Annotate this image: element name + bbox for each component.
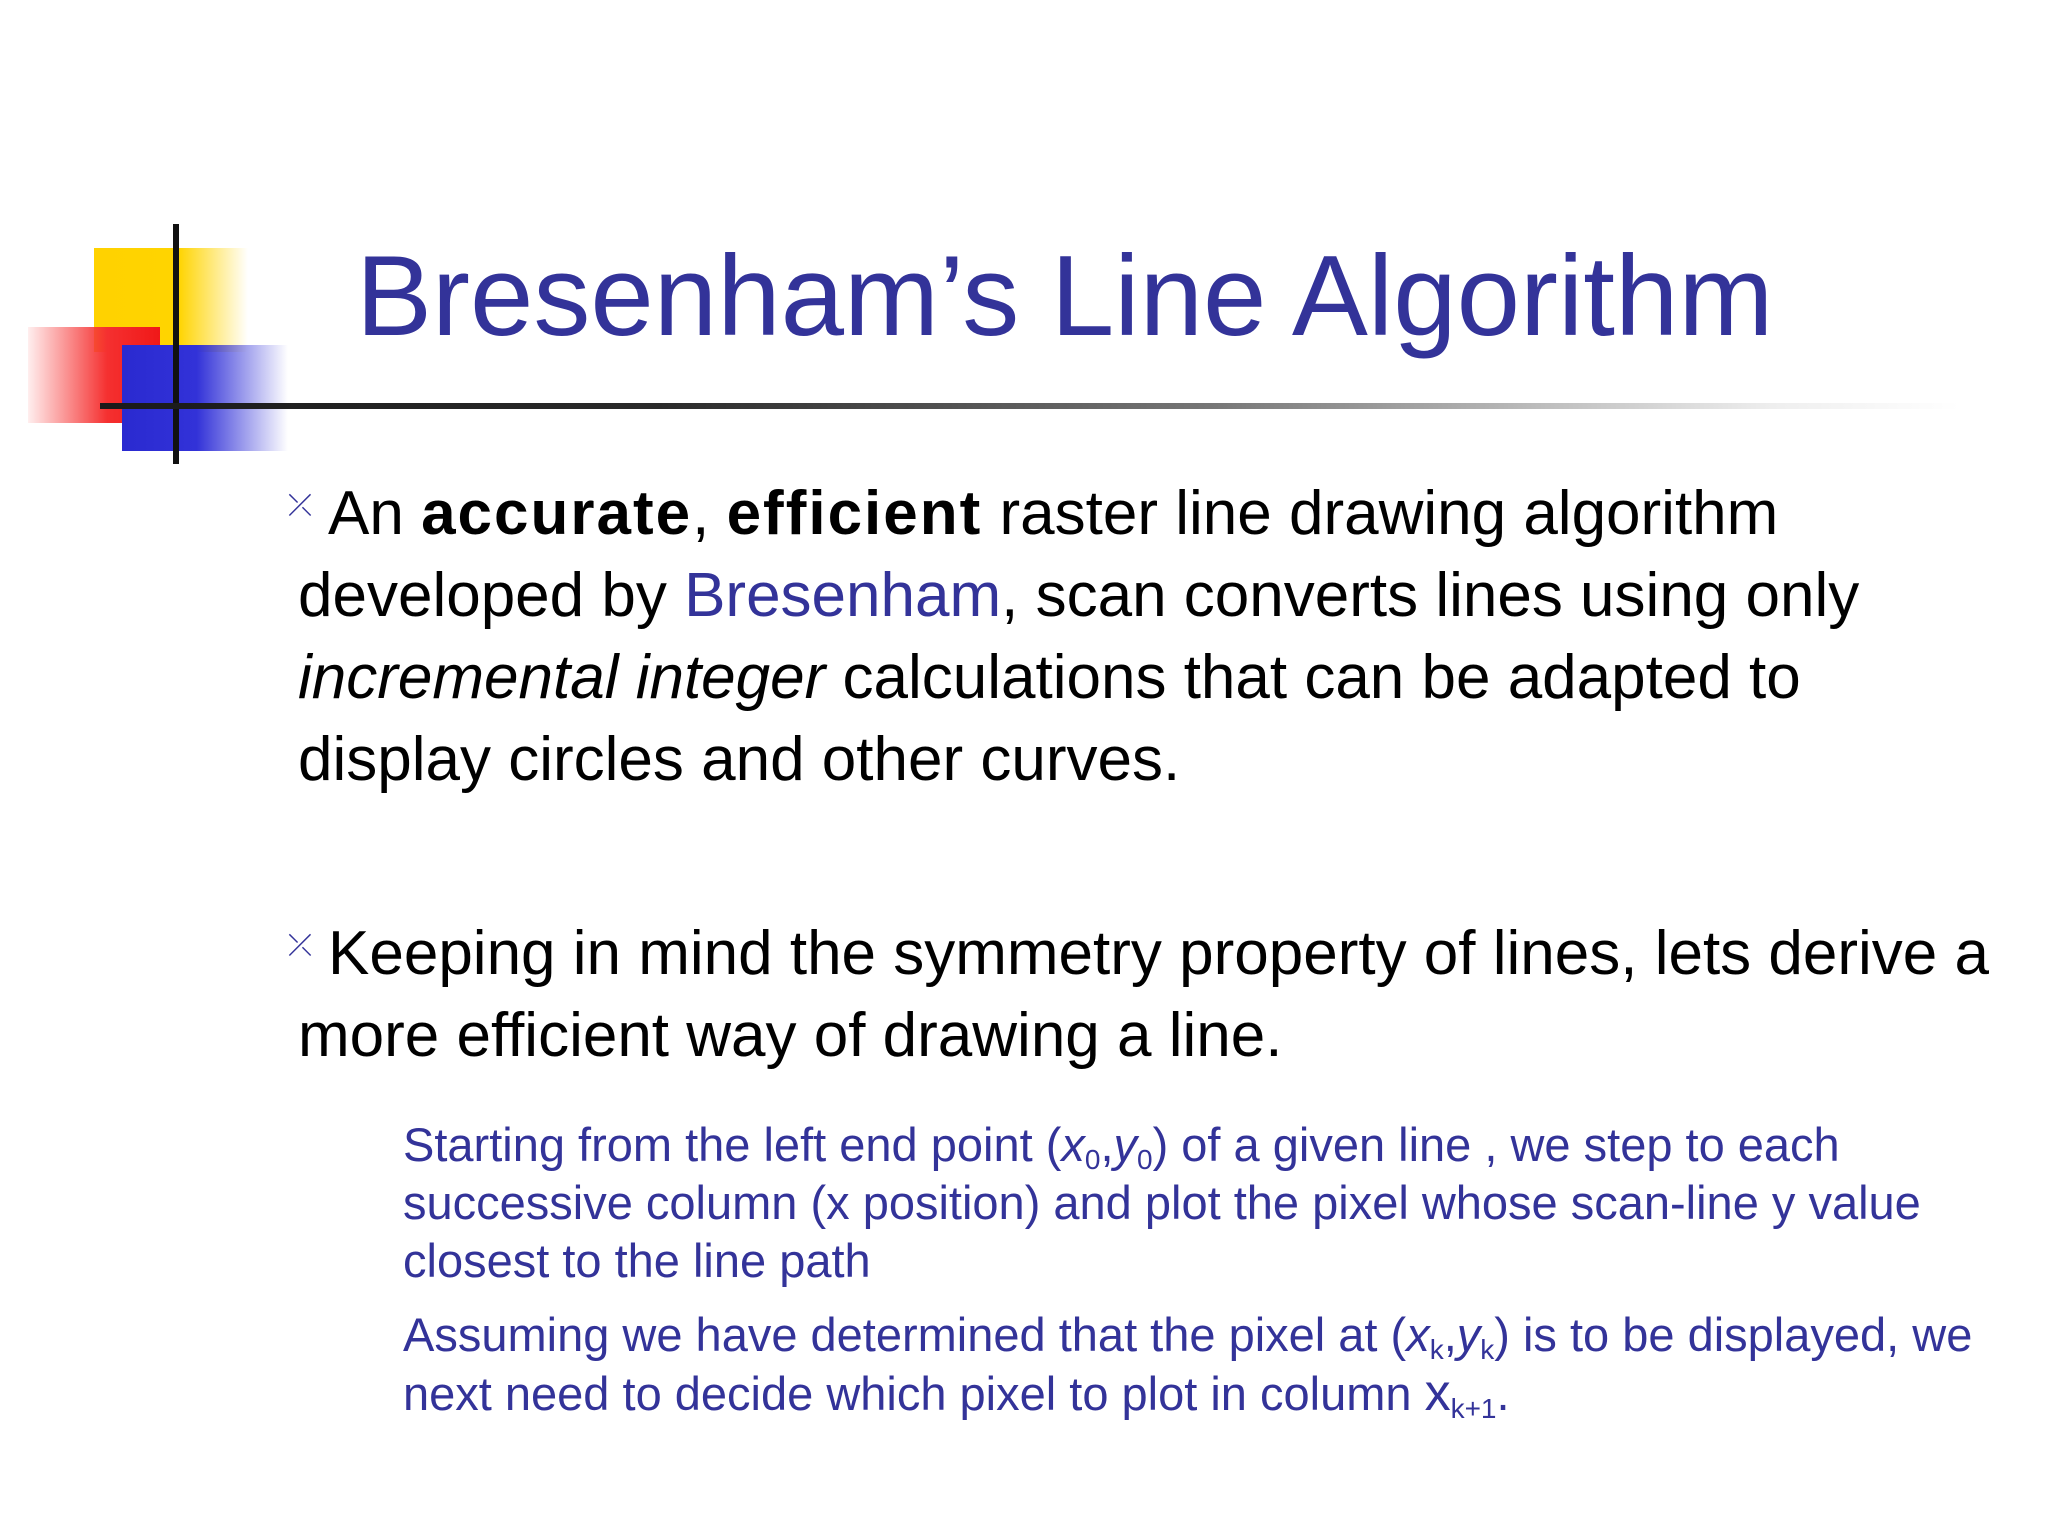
bold-efficient: efficient xyxy=(726,479,983,548)
bullet-icon: ⤫ xyxy=(288,928,312,963)
sub-item-1 xyxy=(403,1116,2003,1290)
sub-2-y: y xyxy=(1456,1308,1481,1361)
sub-1-x-subscript: 0 xyxy=(1084,1144,1101,1175)
sub-2-comma: , xyxy=(1443,1308,1457,1361)
sub-2-x: x xyxy=(1406,1308,1430,1361)
sub-item-2 xyxy=(403,1306,2003,1423)
sub-2-text-2: ) is to be displayed, we next need to decide which pixel to plot in column xyxy=(403,1308,1973,1420)
title-underline xyxy=(100,403,1960,409)
bresenham-name: Bresenham xyxy=(684,561,1002,630)
sub-2-x-subscript: k xyxy=(1429,1334,1444,1365)
blue-square xyxy=(122,345,288,451)
bold-accurate: accurate xyxy=(421,479,693,548)
sub-1-text-1: Starting from the left end point ( xyxy=(403,1118,1062,1171)
bullet-item-1 xyxy=(288,473,1998,801)
sub-1-x: x xyxy=(1061,1118,1085,1171)
bullet-1-text-1: raster line drawing algorithm developed by xyxy=(298,479,1779,630)
sub-2-y-subscript: k xyxy=(1480,1334,1495,1365)
bullet-1-text-3: calculations that can be adapted to display circles and other curves. xyxy=(298,643,1801,794)
bullet-icon: ⤫ xyxy=(288,488,312,523)
sub-1-y: y xyxy=(1113,1118,1137,1171)
bullet-1-lead: An xyxy=(328,479,422,548)
sub-2-x2: x xyxy=(1424,1364,1451,1422)
sub-1-comma: , xyxy=(1100,1118,1114,1171)
vertical-rule xyxy=(173,224,179,464)
bullet-1-sep: , xyxy=(692,479,727,548)
slide-title: Bresenham’s Line Algorithm xyxy=(356,233,1774,360)
bullet-2-text: Keeping in mind the symmetry property of lines, lets derive a more efficient way of drawing a line. xyxy=(298,919,1989,1070)
sub-1-y-subscript: 0 xyxy=(1137,1144,1153,1175)
sub-1-text-2: ) of a given line , we step to each successive column (x position) and plot the pixel whose scan-line y value closest to the line path xyxy=(403,1118,1921,1287)
sub-2-text-1: Assuming we have determined that the pixel at ( xyxy=(403,1308,1407,1361)
sub-2-x2-subscript: k+1 xyxy=(1450,1393,1497,1424)
sub-2-end: . xyxy=(1496,1367,1510,1420)
italic-incremental-integer: incremental integer xyxy=(298,643,826,712)
bullet-1-text-2: , scan converts lines using only xyxy=(1001,561,1860,630)
bullet-item-2 xyxy=(288,913,1998,1077)
